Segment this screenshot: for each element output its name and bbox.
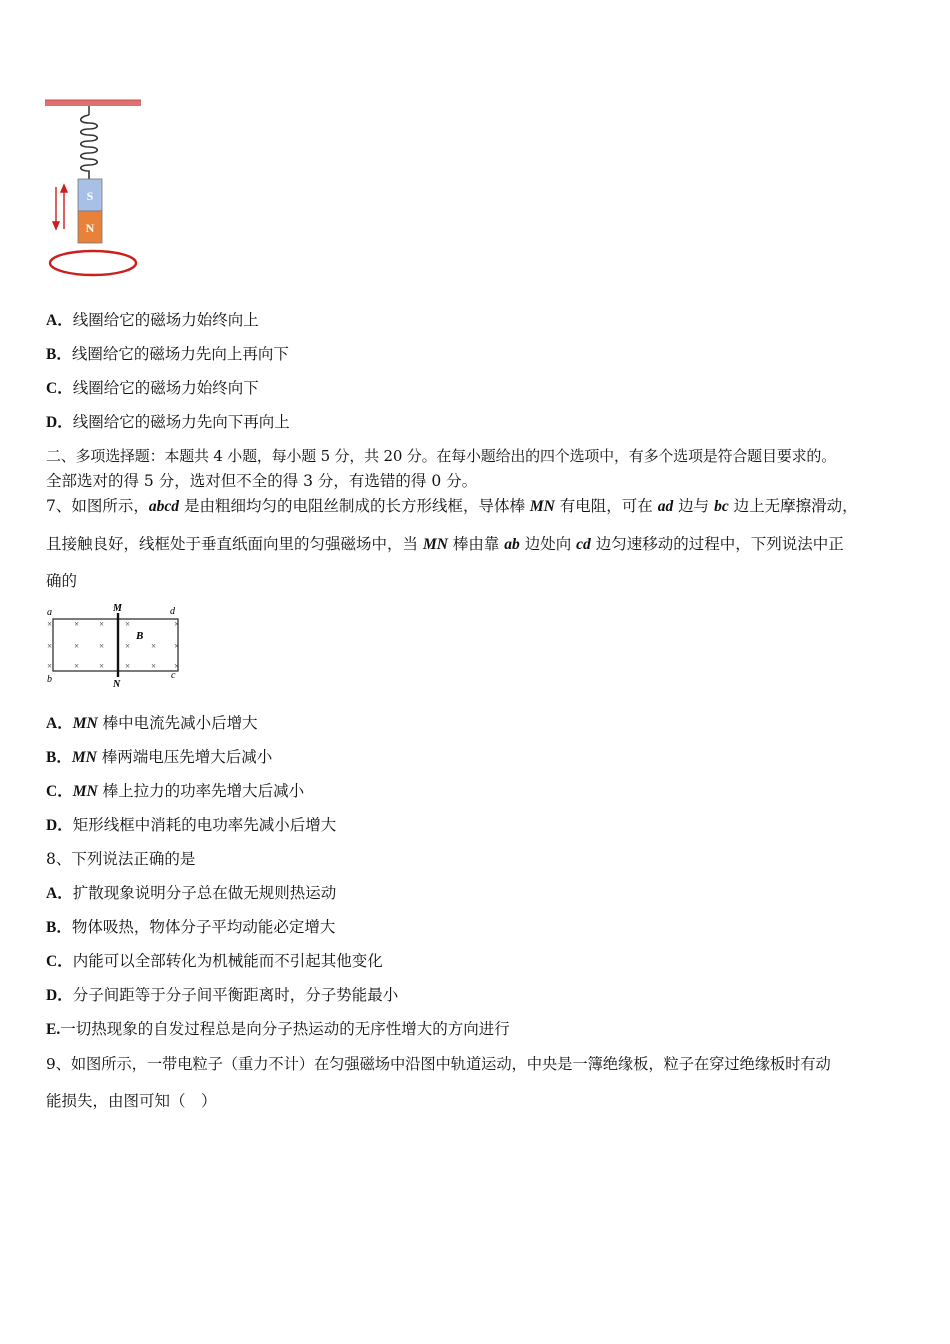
field-cross: ×	[125, 661, 131, 671]
field-cross: ×	[47, 619, 53, 629]
field-cross: ×	[74, 619, 80, 629]
spring-magnet-figure	[40, 95, 150, 285]
field-cross: ×	[47, 661, 53, 671]
magnet-n-label: N	[85, 221, 95, 235]
wire-frame	[53, 619, 178, 671]
q8-option-e: E.一切热现象的自发过程总是向分子热运动的无序性增大的方向进行	[46, 1020, 510, 1038]
field-cross: ×	[125, 619, 131, 629]
section2-instructions-line2: 全部选对的得 5 分，选对但不全的得 3 分，有选错的得 0 分。	[46, 472, 478, 490]
field-cross: ×	[74, 641, 80, 651]
q8-option-c: C．内能可以全部转化为机械能而不引起其他变化	[46, 952, 383, 970]
q7-option-c: C．MN 棒上拉力的功率先增大后减小	[46, 782, 305, 800]
field-cross: ×	[99, 641, 105, 651]
spring-coil	[81, 115, 98, 179]
field-cross: ×	[74, 661, 80, 671]
field-cross: ×	[174, 619, 180, 629]
field-cross: ×	[151, 641, 157, 651]
q9-stem-line2: 能损失，由图可知（ ）	[46, 1092, 217, 1110]
coil-ring	[50, 251, 136, 275]
q8-option-b: B．物体吸热，物体分子平均动能必定增大	[46, 918, 336, 936]
ceiling	[45, 100, 141, 106]
label-d: d	[170, 606, 175, 617]
q7-stem-line2: 且接触良好，线框处于垂直纸面向里的匀强磁场中，当 MN 棒由靠 ab 边处向 cd 边匀速移动的过程中，下列说法中正	[46, 535, 844, 553]
q6-option-d: D．线圈给它的磁场力先向下再向上	[46, 413, 290, 431]
field-cross: ×	[99, 619, 105, 629]
label-b: b	[47, 674, 52, 685]
label-m: M	[113, 603, 122, 614]
label-a: a	[47, 607, 52, 618]
q8-stem: 8、下列说法正确的是	[46, 850, 196, 868]
label-b-field: B	[136, 630, 144, 642]
field-cross: ×	[99, 661, 105, 671]
field-cross: ×	[125, 641, 131, 651]
label-n: N	[113, 679, 121, 690]
field-cross: ×	[47, 641, 53, 651]
q7-option-b: B．MN 棒两端电压先增大后减小	[46, 748, 273, 766]
q7-frame-figure	[44, 600, 189, 692]
q7-stem-line1: 7、如图所示，abcd 是由粗细均匀的电阻丝制成的长方形线框，导体棒 MN 有电阻，可在 ad 边与 bc 边上无摩擦滑动，	[46, 497, 858, 515]
magnetic-field-crosses	[47, 619, 179, 671]
q7-option-a: A．MN 棒中电流先减小后增大	[46, 714, 258, 732]
field-cross: ×	[151, 661, 157, 671]
field-cross: ×	[174, 661, 180, 671]
magnet-s-label: S	[86, 189, 94, 203]
q7-stem-line3: 确的	[46, 572, 78, 590]
up-down-arrows	[53, 185, 67, 229]
field-cross: ×	[174, 641, 180, 651]
label-c: c	[171, 670, 176, 681]
q6-option-a: A．线圈给它的磁场力始终向上	[46, 311, 259, 329]
q6-option-c: C．线圈给它的磁场力始终向下	[46, 379, 259, 397]
q8-option-a: A．扩散现象说明分子总在做无规则热运动	[46, 884, 337, 902]
q8-option-d: D．分子间距等于分子间平衡距离时，分子势能最小	[46, 986, 399, 1004]
q6-option-b: B．线圈给它的磁场力先向上再向下	[46, 345, 289, 363]
q7-option-d: D．矩形线框中消耗的电功率先减小后增大	[46, 816, 337, 834]
section2-instructions-line1: 二、多项选择题：本题共 4 小题，每小题 5 分，共 20 分。在每小题给出的四个选项中，有多个选项是符合题目要求的。	[46, 447, 836, 465]
q9-stem-line1: 9、如图所示，一带电粒子（重力不计）在匀强磁场中沿图中轨道运动，中央是一簿绝缘板，粒子在穿过绝缘板时有动	[46, 1055, 831, 1073]
